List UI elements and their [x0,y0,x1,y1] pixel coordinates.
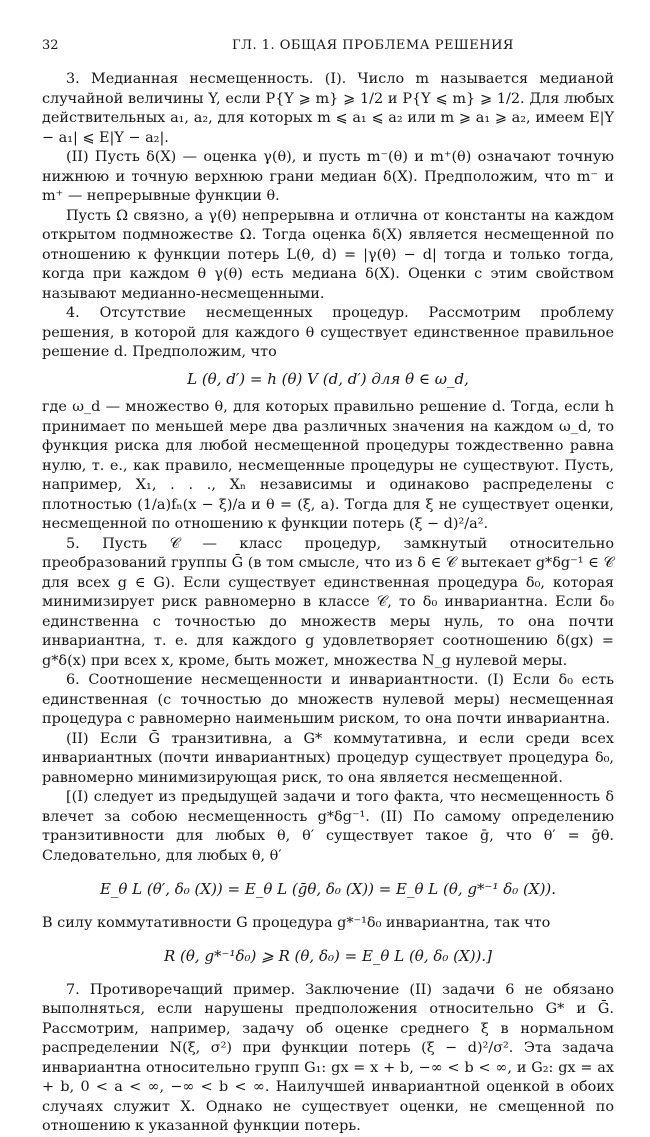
problem-3-paragraph: 3. Медианная несмещенность. (I). Число m называется медианой случайной величины Y, если P{Y ⩾ m} ⩾ 1/2 и P{Y ⩽ m} ⩾ 1/2. Для любых действительных a₁, a₂, для которых m ⩽ a₁ ⩽ a₂ или m ⩾ a₁ ⩾ a₂, имеем E|Y − a₁| ⩽ E|Y − a₂|. [42,71,614,146]
problem-3-part-2: (II) Пусть δ(X) — оценка γ(θ), и пусть m⁻(θ) и m⁺(θ) означают точную нижнюю и точную верхнюю грани медиан δ(X). Предположим, что m⁻ и m⁺ — непрерывные функции θ. [42,149,614,204]
problem-6-part-2: (II) Если Ḡ транзитивна, а G* коммутативна, и если среди всех инвариантных (почти инвариантных) процедур существует процедура δ₀, равномерно минимизирующая риск, то она является несмещенной. [42,730,614,786]
formula-risk: R (θ, g*⁻¹δ₀) ⩾ R (θ, δ₀) = E_θ L (θ, δ₀ (X)).] [163,947,493,965]
problem-6-proof: [(I) следует из предыдущей задачи и того факта, что несмещенность δ влечет за собою несмещенность g*δg⁻¹. (II) По самому определению транзитивности для любых θ, θ′ существует такое ḡ, что θ′ = ḡθ. Следовательно, для любых θ, θ′ [42,789,614,864]
problem-3-part-3: Пусть Ω связно, а γ(θ) непрерывна и отлична от константы на каждом открытом подмножестве Ω. Тогда оценка δ(X) является несмещенной по отношению к функции потерь L(θ, d) = |γ(θ) − d| тогда и только тогда, когда при каждом θ γ(θ) есть медиана δ(X). Оценки с этим свойством называют медианно-несмещенными. [42,207,614,302]
page-header [42,38,614,56]
problem-4-continuation: где ω_d — множество θ, для которых правильно решение d. Тогда, если h принимает по меньшей мере два различных значения на каждом ω_d, то функция риска для любой несмещенной процедуры тождественно равна нулю, т. е., как правило, несмещенные процедуры не существуют. Пусть, например, X₁, . . ., Xₙ независимы и одинаково распределены с плотностью (1/a)fₙ(x − ξ)/a и θ = (ξ, a). Тогда для ξ не существует оценки, несмещенной по отношению к функции потерь (ξ − d)²/a². [42,399,614,532]
problem-5-paragraph: 5. Пусть 𝒞 — класс процедур, замкнутый относительно преобразований группы Ḡ (в том смысле, что из δ ∈ 𝒞 вытекает g*δg⁻¹ ∈ 𝒞 для всех g ∈ G). Если существует единственная процедура δ₀, которая минимизирует риск равномерно в классе 𝒞, то δ₀ инвариантна. Если δ₀ единственна с точностью до множеств меры нуль, то она почти инвариантна, т. е. для каждого g удовлетворяет соотношению δ(gx) = g*δ(x) при всех x, кроме, быть может, множества N_g нулевой меры. [42,535,614,669]
problem-6-paragraph: 6. Соотношение несмещенности и инвариантности. (I) Если δ₀ есть единственная (с точностью до множеств нулевой меры) несмещенная процедура с равномерно наименьшим риском, то она почти инвариантна. [42,672,614,727]
commutativity-sentence: В силу коммутативности G процедура g*⁻¹δ₀ инвариантна, так что [42,914,551,931]
page-body [42,70,614,1137]
problem-7-paragraph: 7. Противоречащий пример. Заключение (II) задачи 6 не обязано выполняться, если нарушены предположения относительно G* и Ḡ. Рассмотрим, например, задачу об оценке среднего ξ в нормальном распределении N(ξ, σ²) при функции потерь (ξ − d)²/σ². Эта задача инвариантна относительно групп G₁: gx = x + b, −∞ < b < ∞, и G₂: gx = ax + b, 0 < a < ∞, −∞ < b < ∞. Наилучшей инвариантной оценкой в обоих случаях служит X. Однако не существует оценки, не смещенной по отношению к указанной функции потерь. [42,981,614,1134]
page-number: 32 [42,38,59,53]
problem-4-paragraph: 4. Отсутствие несмещенных процедур. Рассмотрим проблему решения, в которой для каждого θ существует единственное правильное решение d. Предположим, что [42,305,614,360]
running-title: ГЛ. 1. ОБЩАЯ ПРОБЛЕМА РЕШЕНИЯ [232,38,514,53]
formula-expectation: E_θ L (θ′, δ₀ (X)) = E_θ L (ḡθ, δ₀ (X)) = E_θ L (θ, g*⁻¹ δ₀ (X)). [99,880,557,898]
formula-loss-function: L (θ, d′) = h (θ) V (d, d′) для θ ∈ ω_d, [187,369,469,388]
